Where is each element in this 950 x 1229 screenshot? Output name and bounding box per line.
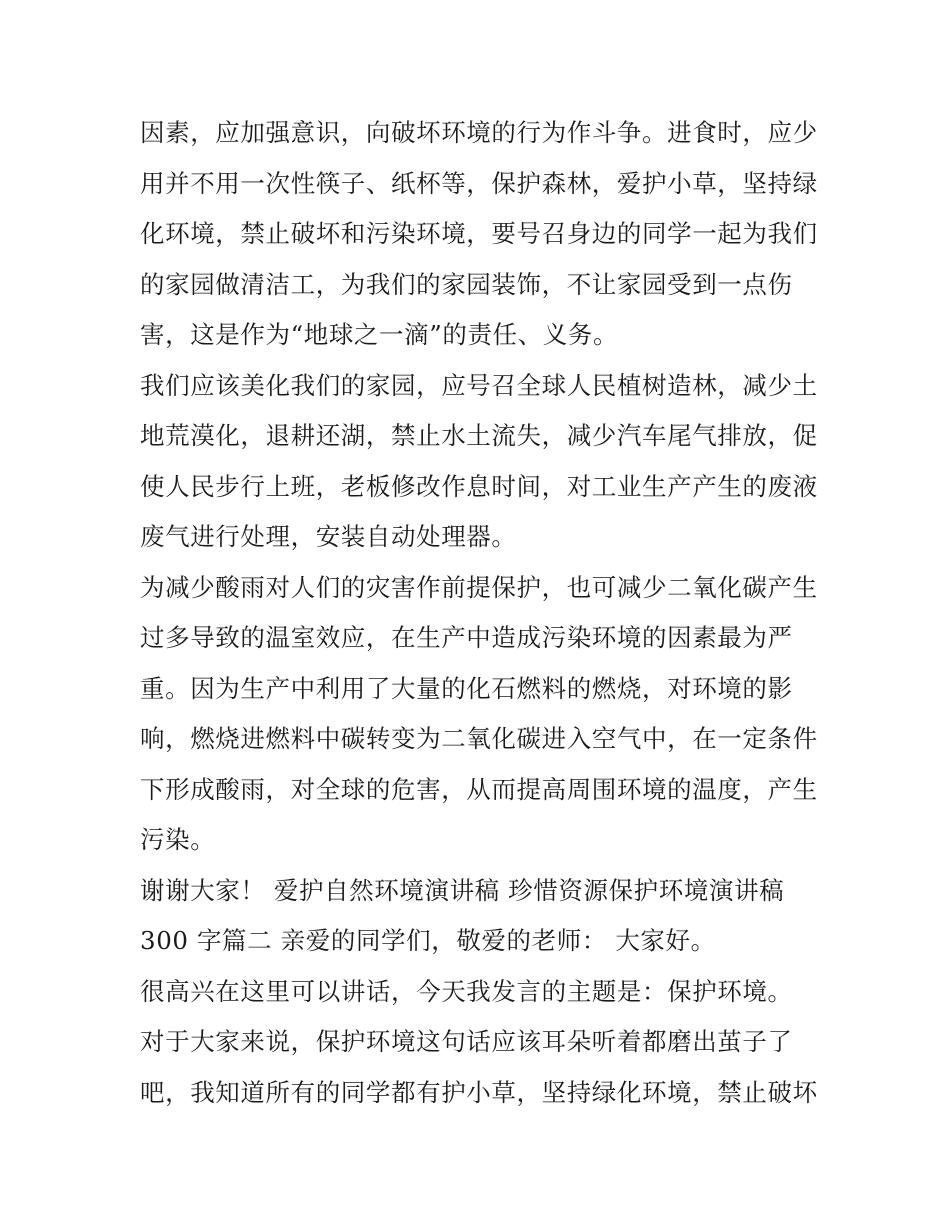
text-line: 很高兴在这里可以讲话，今天我发言的主题是：保护环境。	[140, 976, 793, 1006]
text-line: 下形成酸雨，对全球的危害，从而提高周围环境的温度，产生	[140, 774, 818, 804]
text-line: 吧，我知道所有的同学都有护小草，坚持绿化环境，禁止破坏	[140, 1077, 818, 1107]
text-line: 害，这是作为“地球之一滴”的责任、义务。	[140, 320, 619, 349]
text-line: 地荒漠化，退耕还湖，禁止水土流失，减少汽车尾气排放，促	[140, 421, 818, 450]
text-line: 用并不用一次性筷子、纸杯等，保护森林，爱护小草，坚持绿	[140, 168, 818, 198]
text-line: 我们应该美化我们的家园，应号召全球人民植树造林，减少土	[140, 370, 818, 400]
text-line: 的家园做清洁工，为我们的家园装饰，不让家园受到一点伤	[140, 269, 793, 299]
text-line: 污染。	[140, 825, 216, 854]
text-line: 过多导致的温室效应，在生产中造成污染环境的因素最为严	[140, 623, 793, 652]
text-line: 谢谢大家！ 爱护自然环境演讲稿 珍惜资源保护环境演讲稿	[140, 875, 785, 905]
text-line: 化环境，禁止破坏和污染环境，要号召身边的同学一起为我们	[140, 219, 818, 248]
text-line: 对于大家来说，保护环境这句话应该耳朵听着都磨出茧子了	[140, 1027, 793, 1056]
text-line: 300 字篇二 亲爱的同学们，敬爱的老师： 大家好。	[140, 926, 716, 955]
text-line: 响，燃烧进燃料中碳转变为二氧化碳进入空气中，在一定条件	[140, 724, 818, 753]
text-line: 废气进行处理，安装自动处理器。	[140, 522, 517, 551]
text-line: 因素，应加强意识，向破坏环境的行为作斗争。进食时，应少	[140, 118, 818, 147]
text-line: 重。因为生产中利用了大量的化石燃料的燃烧，对环境的影	[140, 673, 793, 703]
text-line: 使人民步行上班，老板修改作息时间，对工业生产产生的废液	[140, 471, 818, 501]
text-line: 为减少酸雨对人们的灾害作前提保护，也可减少二氧化碳产生	[140, 572, 818, 602]
document-body	[140, 108, 820, 1118]
